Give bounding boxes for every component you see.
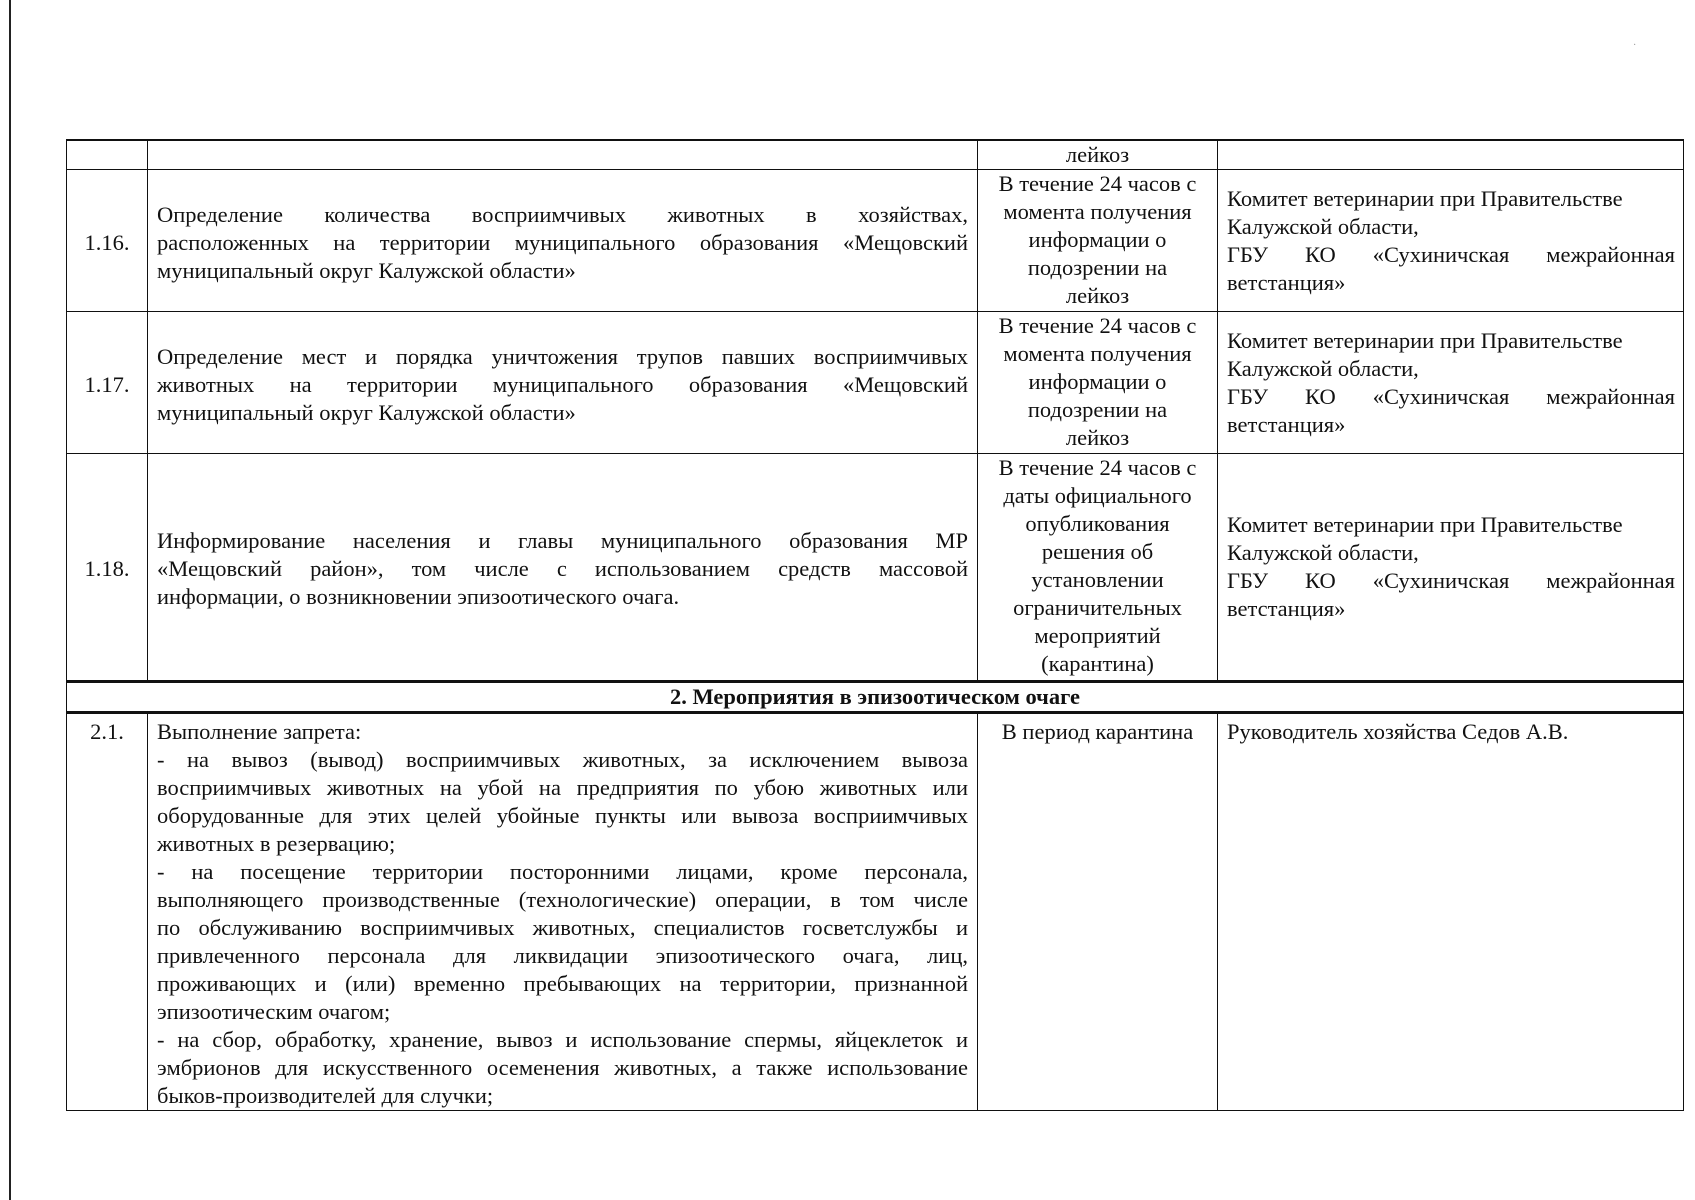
row-number: 2.1. — [67, 713, 148, 1111]
table-row-1-16 — [67, 170, 1684, 312]
responsible-line: ветстанция» — [1227, 596, 1346, 621]
responsible-line: ГБУ КО «Сухиничская межрайонная — [1227, 383, 1675, 409]
responsible-line: Калужской области, — [1227, 355, 1419, 381]
term-line: В течение 24 часов с — [998, 313, 1197, 338]
row-description — [148, 140, 978, 170]
term-line: информации о — [1028, 369, 1167, 394]
responsible-line: ГБУ КО «Сухиничская межрайонная — [1227, 568, 1675, 593]
description-line: - на сбор, обработку, хранение, вывоз и использование спермы, яйцеклеток и — [157, 1027, 968, 1052]
term-line: В течение 24 часов с — [998, 455, 1197, 480]
description-line: муниципальный округ Калужской области» — [157, 399, 576, 425]
description-line: по обслуживанию восприимчивых животных, специалистов госветслужбы и — [157, 915, 968, 940]
term-line: подозрении на — [1027, 255, 1168, 280]
description-line: Выполнение запрета: — [157, 719, 362, 744]
term-line: установлении — [1031, 567, 1164, 592]
row-responsible — [1218, 312, 1684, 454]
term-line: момента получения — [1003, 199, 1192, 224]
responsible-line: Комитет ветеринарии при Правительстве — [1227, 512, 1623, 537]
row-description — [148, 170, 978, 312]
term-line: подозрении на — [1027, 397, 1168, 422]
description-line: восприимчивых животных на убой на предприятия по убою животных или — [157, 775, 968, 800]
description-line: Определение количества восприимчивых животных в хозяйствах, — [157, 201, 968, 227]
row-description — [148, 713, 978, 1111]
row-term — [978, 170, 1218, 312]
description-line: информации, о возникновении эпизоотического очага. — [157, 584, 680, 609]
term-line: лейкоз — [1065, 425, 1130, 450]
row-responsible — [1218, 170, 1684, 312]
row-term: В период карантина — [978, 713, 1218, 1111]
term-line: момента получения — [1003, 341, 1192, 366]
table-row-continuation — [67, 140, 1684, 170]
measures-table — [66, 139, 1684, 1111]
description-line: выполняющего производственные (технологические) операции, в том числе — [157, 887, 968, 912]
table-row-2-1 — [67, 713, 1684, 1111]
term-line: даты официального — [1003, 483, 1192, 508]
term-line: мероприятий — [1034, 623, 1161, 648]
row-number: 1.18. — [67, 454, 148, 682]
responsible-line: Калужской области, — [1227, 213, 1419, 239]
description-line: животных на территории муниципального образования «Мещовский — [157, 371, 968, 397]
row-description — [148, 312, 978, 454]
description-line: Определение мест и порядка уничтожения трупов павших восприимчивых — [157, 343, 968, 369]
row-responsible: Руководитель хозяйства Седов А.В. — [1218, 713, 1684, 1111]
row-term — [978, 140, 1218, 170]
section-header-row — [67, 682, 1684, 713]
description-line: - на вывоз (вывод) восприимчивых животных, за исключением вывоза — [157, 747, 968, 772]
term-line: (карантина) — [1041, 651, 1154, 676]
row-responsible — [1218, 454, 1684, 682]
responsible-line: ветстанция» — [1227, 269, 1346, 295]
description-line: быков-производителей для случки; — [157, 1083, 494, 1108]
description-line: Информирование населения и главы муниципального образования МР — [157, 528, 968, 553]
page-left-edge — [9, 0, 11, 1200]
row-number: 1.17. — [67, 312, 148, 454]
description-line: «Мещовский район», том числе с использованием средств массовой — [157, 556, 968, 581]
term-line: ограничительных — [1013, 595, 1182, 620]
description-line: эпизоотическим очагом; — [157, 999, 391, 1024]
row-responsible — [1218, 140, 1684, 170]
scan-speck: · — [1633, 40, 1637, 51]
row-number — [67, 140, 148, 170]
term-line: В течение 24 часов с — [998, 171, 1197, 196]
description-line: - на посещение территории посторонними лицами, кроме персонала, — [157, 859, 968, 884]
term-line: информации о — [1028, 227, 1167, 252]
term-line: лейкоз — [1065, 142, 1130, 167]
responsible-line: Комитет ветеринарии при Правительстве — [1227, 327, 1623, 353]
responsible-line: ГБУ КО «Сухиничская межрайонная — [1227, 241, 1675, 267]
row-term — [978, 454, 1218, 682]
description-line: животных в резервацию; — [157, 831, 396, 856]
description-line: оборудованные для этих целей убойные пункты или вывоза восприимчивых — [157, 803, 968, 828]
term-line: опубликования — [1025, 511, 1170, 536]
section-title: 2. Мероприятия в эпизоотическом очаге — [67, 682, 1684, 713]
row-description — [148, 454, 978, 682]
responsible-line: Комитет ветеринарии при Правительстве — [1227, 185, 1623, 211]
term-line: лейкоз — [1065, 283, 1130, 308]
description-line: проживающих и (или) временно пребывающих на территории, признанной — [157, 971, 968, 996]
responsible-line: Калужской области, — [1227, 540, 1419, 565]
table-row-1-17 — [67, 312, 1684, 454]
description-line: расположенных на территории муниципального образования «Мещовский — [157, 229, 968, 255]
description-line: эмбрионов для искусственного осеменения животных, а также использование — [157, 1055, 968, 1080]
responsible-line: ветстанция» — [1227, 411, 1346, 437]
term-line: решения об — [1041, 539, 1154, 564]
row-term — [978, 312, 1218, 454]
description-line: привлеченного персонала для ликвидации эпизоотического очага, лиц, — [157, 943, 968, 968]
row-number: 1.16. — [67, 170, 148, 312]
table-row-1-18 — [67, 454, 1684, 682]
description-line: муниципальный округ Калужской области» — [157, 257, 576, 283]
